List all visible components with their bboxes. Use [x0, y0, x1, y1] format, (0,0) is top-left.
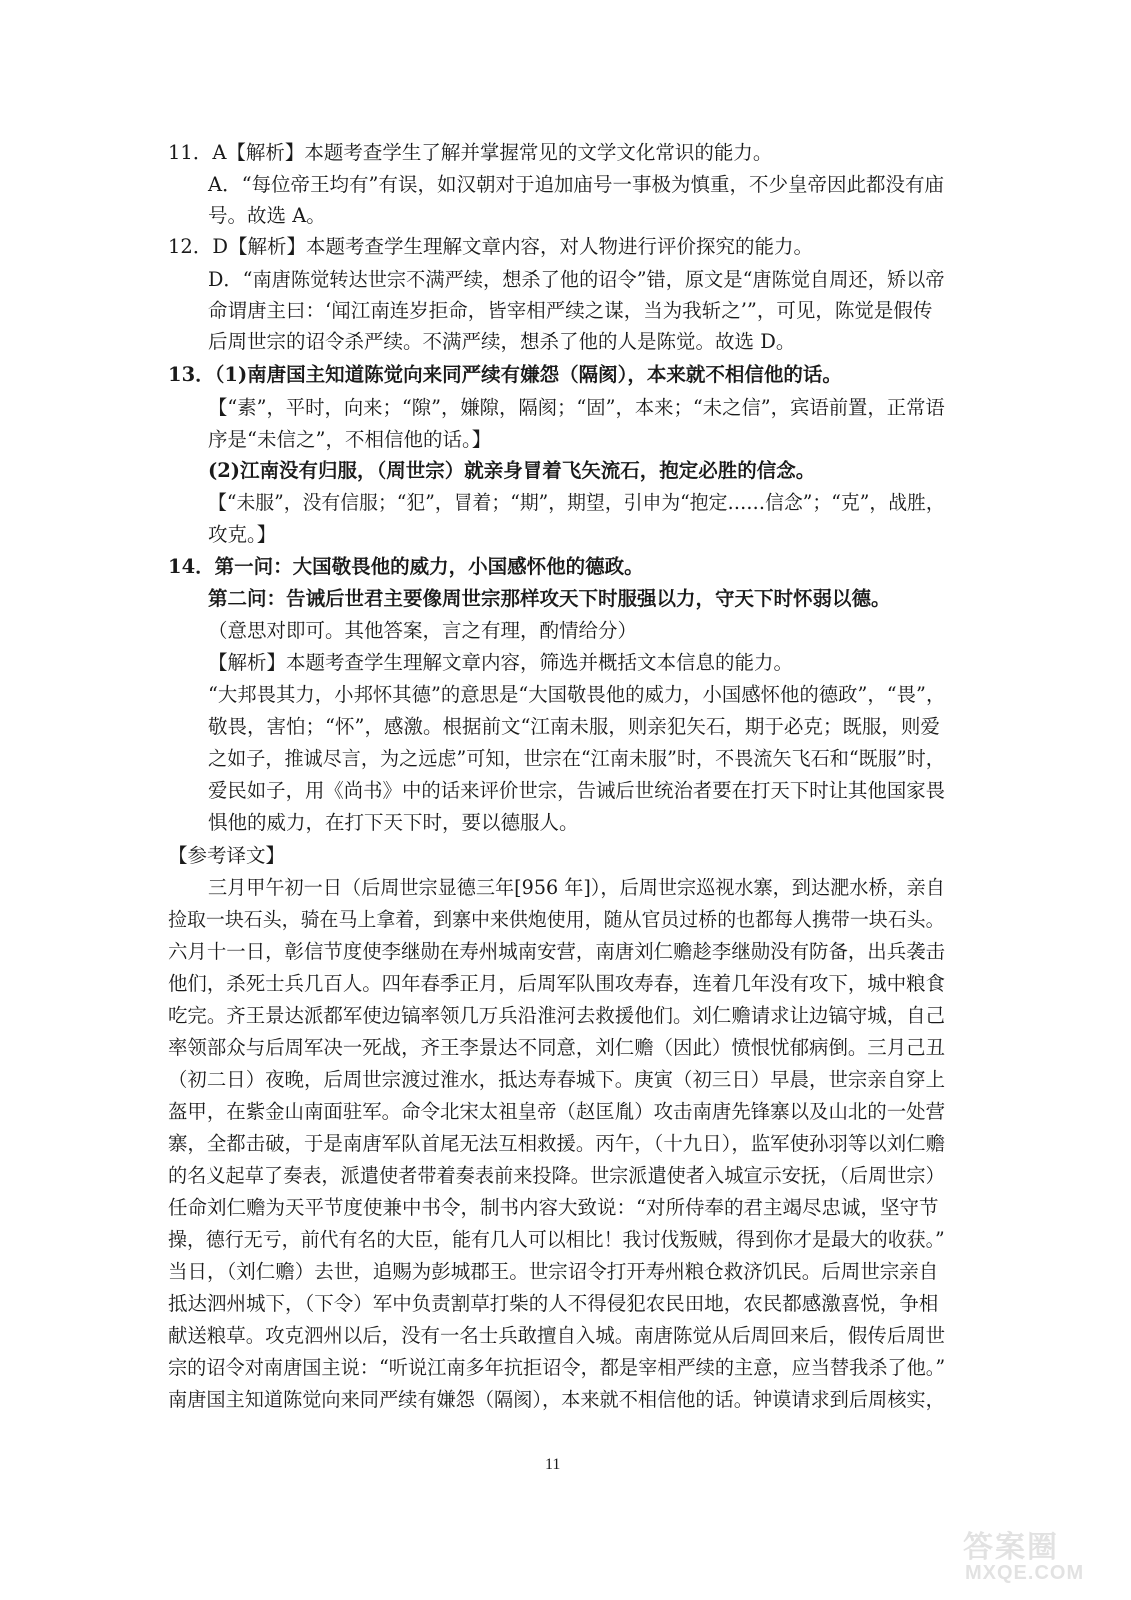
translation-heading: 【参考译文】	[168, 844, 286, 867]
q14-scoring-note: （意思对即可。其他答案，言之有理，酌情给分）	[208, 619, 638, 642]
translation-line: 宗的诏令对南唐国主说：“听说江南多年抗拒诏令，都是宰相严续的主意，应当替我杀了他。”	[168, 1356, 946, 1379]
q14-explanation-line: 惧他的威力，在打下天下时，要以德服人。	[208, 811, 579, 834]
q12-heading: 12．D【解析】本题考查学生理解文章内容，对人物进行评价探究的能力。	[168, 235, 813, 258]
translation-line: 的名义起草了奏表，派遣使者带着奏表前来投降。世宗派遣使者入城宣示安抚，（后周世宗）	[168, 1164, 945, 1187]
q13-answer-1: 13．（1)南唐国主知道陈觉向来同严续有嫌怨（隔阂），本来就不相信他的话。	[168, 363, 842, 386]
page-number: 11	[545, 1456, 561, 1473]
q11-heading: 11．A【解析】本题考查学生了解并掌握常见的文学文化常识的能力。	[168, 141, 773, 164]
translation-line: 任命刘仁赡为天平节度使兼中书令，制书内容大致说：“对所侍奉的君主竭尽忠诚，坚守节	[168, 1196, 939, 1219]
translation-line: 献送粮草。攻克泗州以后，没有一名士兵敢擅自入城。南唐陈觉从后周回来后，假传后周世	[168, 1324, 946, 1347]
q13-note-line: 【“素”，平时，向来；“隙”，嫌隙，隔阂；“固”，本来；“未之信”，宾语前置，正常语	[208, 396, 945, 419]
q13-note-line: 序是“未信之”，不相信他的话。】	[208, 428, 492, 451]
translation-line: 当日，（刘仁赡）去世，追赐为彭城郡王。世宗诏令打开寿州粮仓救济饥民。后周世宗亲自	[168, 1260, 939, 1283]
watermark-logo	[953, 1522, 1123, 1592]
translation-line: （初二日）夜晚，后周世宗渡过淮水，抵达寿春城下。庚寅（初三日）早晨，世宗亲自穿上	[168, 1068, 946, 1091]
q13-note-line: 攻克。】	[208, 523, 277, 546]
translation-line: 三月甲午初一日（后周世宗显德三年[956 年]），后周世宗巡视水寨，到达淝水桥，亲自	[208, 876, 945, 899]
q14-answer-1: 14．第一问：大国敬畏他的威力，小国感怀他的德政。	[168, 555, 644, 578]
q14-explanation-line: 爱民如子，用《尚书》中的话来评价世宗，告诫后世统治者要在打天下时让其他国家畏	[208, 779, 946, 802]
q12-explanation-line: D．“南唐陈觉转达世宗不满严续，想杀了他的诏令”错，原文是“唐陈觉自周还，矫以帝	[208, 268, 945, 291]
translation-line: 捡取一块石头，骑在马上拿着，到寨中来供炮使用，随从官员过桥的也都每人携带一块石头。	[168, 908, 945, 931]
q14-explanation-line: 敬畏，害怕；“怀”，感激。根据前文“江南未服，则亲犯矢石，期于必克；既服，则爱	[208, 715, 940, 738]
q12-explanation-line: 命谓唐主曰：‘闻江南连岁拒命，皆宰相严续之谋，当为我斩之’”，可见，陈觉是假传	[208, 299, 933, 322]
translation-line: 盔甲，在紫金山南面驻军。命令北宋太祖皇帝（赵匡胤）攻击南唐先锋寨以及山北的一处营	[168, 1100, 946, 1123]
translation-line: 南唐国主知道陈觉向来同严续有嫌怨（隔阂），本来就不相信他的话。钟谟请求到后周核实，	[168, 1388, 945, 1411]
q14-explanation-heading: 【解析】本题考查学生理解文章内容，筛选并概括文本信息的能力。	[208, 651, 794, 674]
q13-answer-2: (2)江南没有归服，（周世宗）就亲身冒着飞矢流石，抱定必胜的信念。	[208, 459, 816, 482]
q11-explanation-line: A．“每位帝王均有”有误，如汉朝对于追加庙号一事极为慎重，不少皇帝因此都没有庙	[208, 173, 945, 196]
q14-explanation-line: 之如子，推诚尽言，为之远虑”可知，世宗在“江南未服”时，不畏流矢飞石和“既服”时，	[208, 747, 945, 770]
translation-line: 他们，杀死士兵几百人。四年春季正月，后周军队围攻寿春，连着几年没有攻下，城中粮食	[168, 972, 946, 995]
watermark-url: MXQE.COM	[965, 1562, 1085, 1584]
translation-line: 率领部众与后周军决一死战，齐王李景达不同意，刘仁赡（因此）愤恨忧郁病倒。三月己丑	[168, 1036, 946, 1059]
translation-line: 抵达泗州城下，（下令）军中负责割草打柴的人不得侵犯农民田地，农民都感激喜悦，争相	[168, 1292, 939, 1315]
translation-line: 吃完。齐王景达派都军使边镐率领几万兵沿淮河去救援他们。刘仁赡请求让边镐守城，自己	[168, 1004, 946, 1027]
q14-explanation-line: “大邦畏其力，小邦怀其德”的意思是“大国敬畏他的威力，小国感怀他的德政”，“畏”，	[208, 683, 946, 706]
q12-explanation-line: 后周世宗的诏令杀严续。不满严续，想杀了他的人是陈觉。故选 D。	[208, 330, 796, 353]
q11-explanation-line: 号。故选 A。	[208, 204, 326, 227]
translation-line: 寨，全都击破，于是南唐军队首尾无法互相救援。丙午，（十九日），监军使孙羽等以刘仁赡	[168, 1132, 946, 1155]
translation-line: 操，德行无亏，前代有名的大臣，能有几人可以相比！我讨伐叛贼，得到你才是最大的收获。”	[168, 1228, 945, 1251]
watermark-text: 答案圈	[963, 1530, 1059, 1565]
q13-note-line: 【“未服”，没有信服；“犯”，冒着；“期”，期望，引申为“抱定……信念”；“克”，战胜，	[208, 491, 945, 514]
q14-answer-2: 第二问：告诫后世君主要像周世宗那样攻天下时服强以力，守天下时怀弱以德。	[208, 587, 891, 610]
translation-line: 六月十一日，彰信节度使李继勋在寿州城南安营，南唐刘仁赡趁李继勋没有防备，出兵袭击	[168, 940, 946, 963]
